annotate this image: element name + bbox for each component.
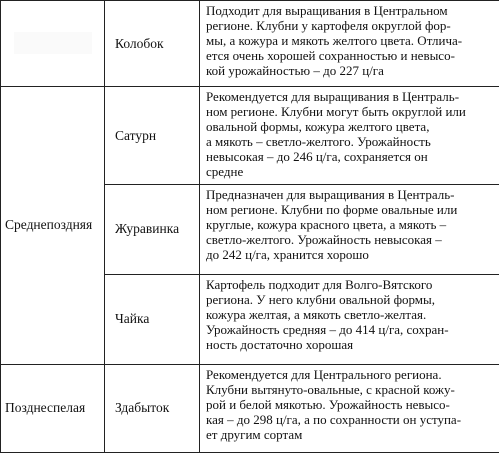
description-line: регионе. Клубни у картофеля округлой фор- <box>206 18 451 33</box>
description-line: ном регионе. Клубни могут быть округлой или <box>206 104 466 120</box>
variety-name: Сатурн <box>105 87 200 185</box>
variety-description <box>200 87 499 185</box>
variety-description <box>200 185 499 274</box>
description-line: Рекомендуется для выращивания в Централь- <box>206 89 460 105</box>
variety-name: Журавинка <box>105 185 200 274</box>
description-line: кой урожайностью – до 227 ц/га <box>206 63 384 78</box>
variety-description <box>200 1 499 87</box>
description-line: региона. У него клубни овальной формы, <box>206 291 436 307</box>
description-line: до 242 ц/га, хранится хорошо <box>206 247 369 263</box>
description-line: Картофель подходит для Волго-Вятского <box>206 276 433 292</box>
variety-description <box>200 274 499 364</box>
description-line: круглые, кожура красного цвета, а мякоть – <box>206 217 447 233</box>
description-line: ет другим сортам <box>206 426 303 442</box>
description-line: ном регионе. Клубни по форме овальные или <box>206 202 458 218</box>
description-line: рой и белой мякотью. Урожайность невысо- <box>206 396 450 412</box>
table-row <box>1 87 499 185</box>
description-line: невысокая – до 246 ц/га, сохраняется он <box>206 149 428 165</box>
maturity-group: Позднеспелая <box>1 364 105 452</box>
table-row <box>1 364 499 452</box>
description-line: ность достаточно хорошая <box>206 336 354 352</box>
description-line: ется очень хорошей сохранностью и невысо- <box>206 48 455 63</box>
description-line: средне <box>206 164 244 180</box>
description-line: Клубни вытянуто-овальные, с красной кожу- <box>206 381 455 397</box>
description-line: кожура желтая, а мякоть светло-желтая. <box>206 306 427 322</box>
maturity-group: Среднепоздняя <box>1 87 105 365</box>
description-line: Предназначен для выращивания в Централь- <box>206 187 455 203</box>
variety-name: Колобок <box>105 1 200 87</box>
variety-name: Здабыток <box>105 364 200 452</box>
description-line: овальной формы, кожура желтого цвета, <box>206 119 430 135</box>
description-line: Урожайность средняя – до 414 ц/га, сохран- <box>206 321 449 337</box>
description-line: а мякоть – светло-желтого. Урожайность <box>206 134 431 150</box>
variety-description <box>200 364 499 452</box>
table-row <box>1 1 499 87</box>
description-line: Рекомендуется для Центрального региона. <box>206 366 442 382</box>
description-line: мы, а кожура и мякоть желтого цвета. Отлича- <box>206 33 463 48</box>
description-line: Подходит для выращивания в Центральном <box>206 3 448 18</box>
variety-name: Чайка <box>105 274 200 364</box>
description-line: светло-желтого. Урожайность невысокая – <box>206 232 442 248</box>
description-line: кая – до 298 ц/га, а по сохранности он уступа- <box>206 411 462 427</box>
group-cell <box>1 1 105 87</box>
